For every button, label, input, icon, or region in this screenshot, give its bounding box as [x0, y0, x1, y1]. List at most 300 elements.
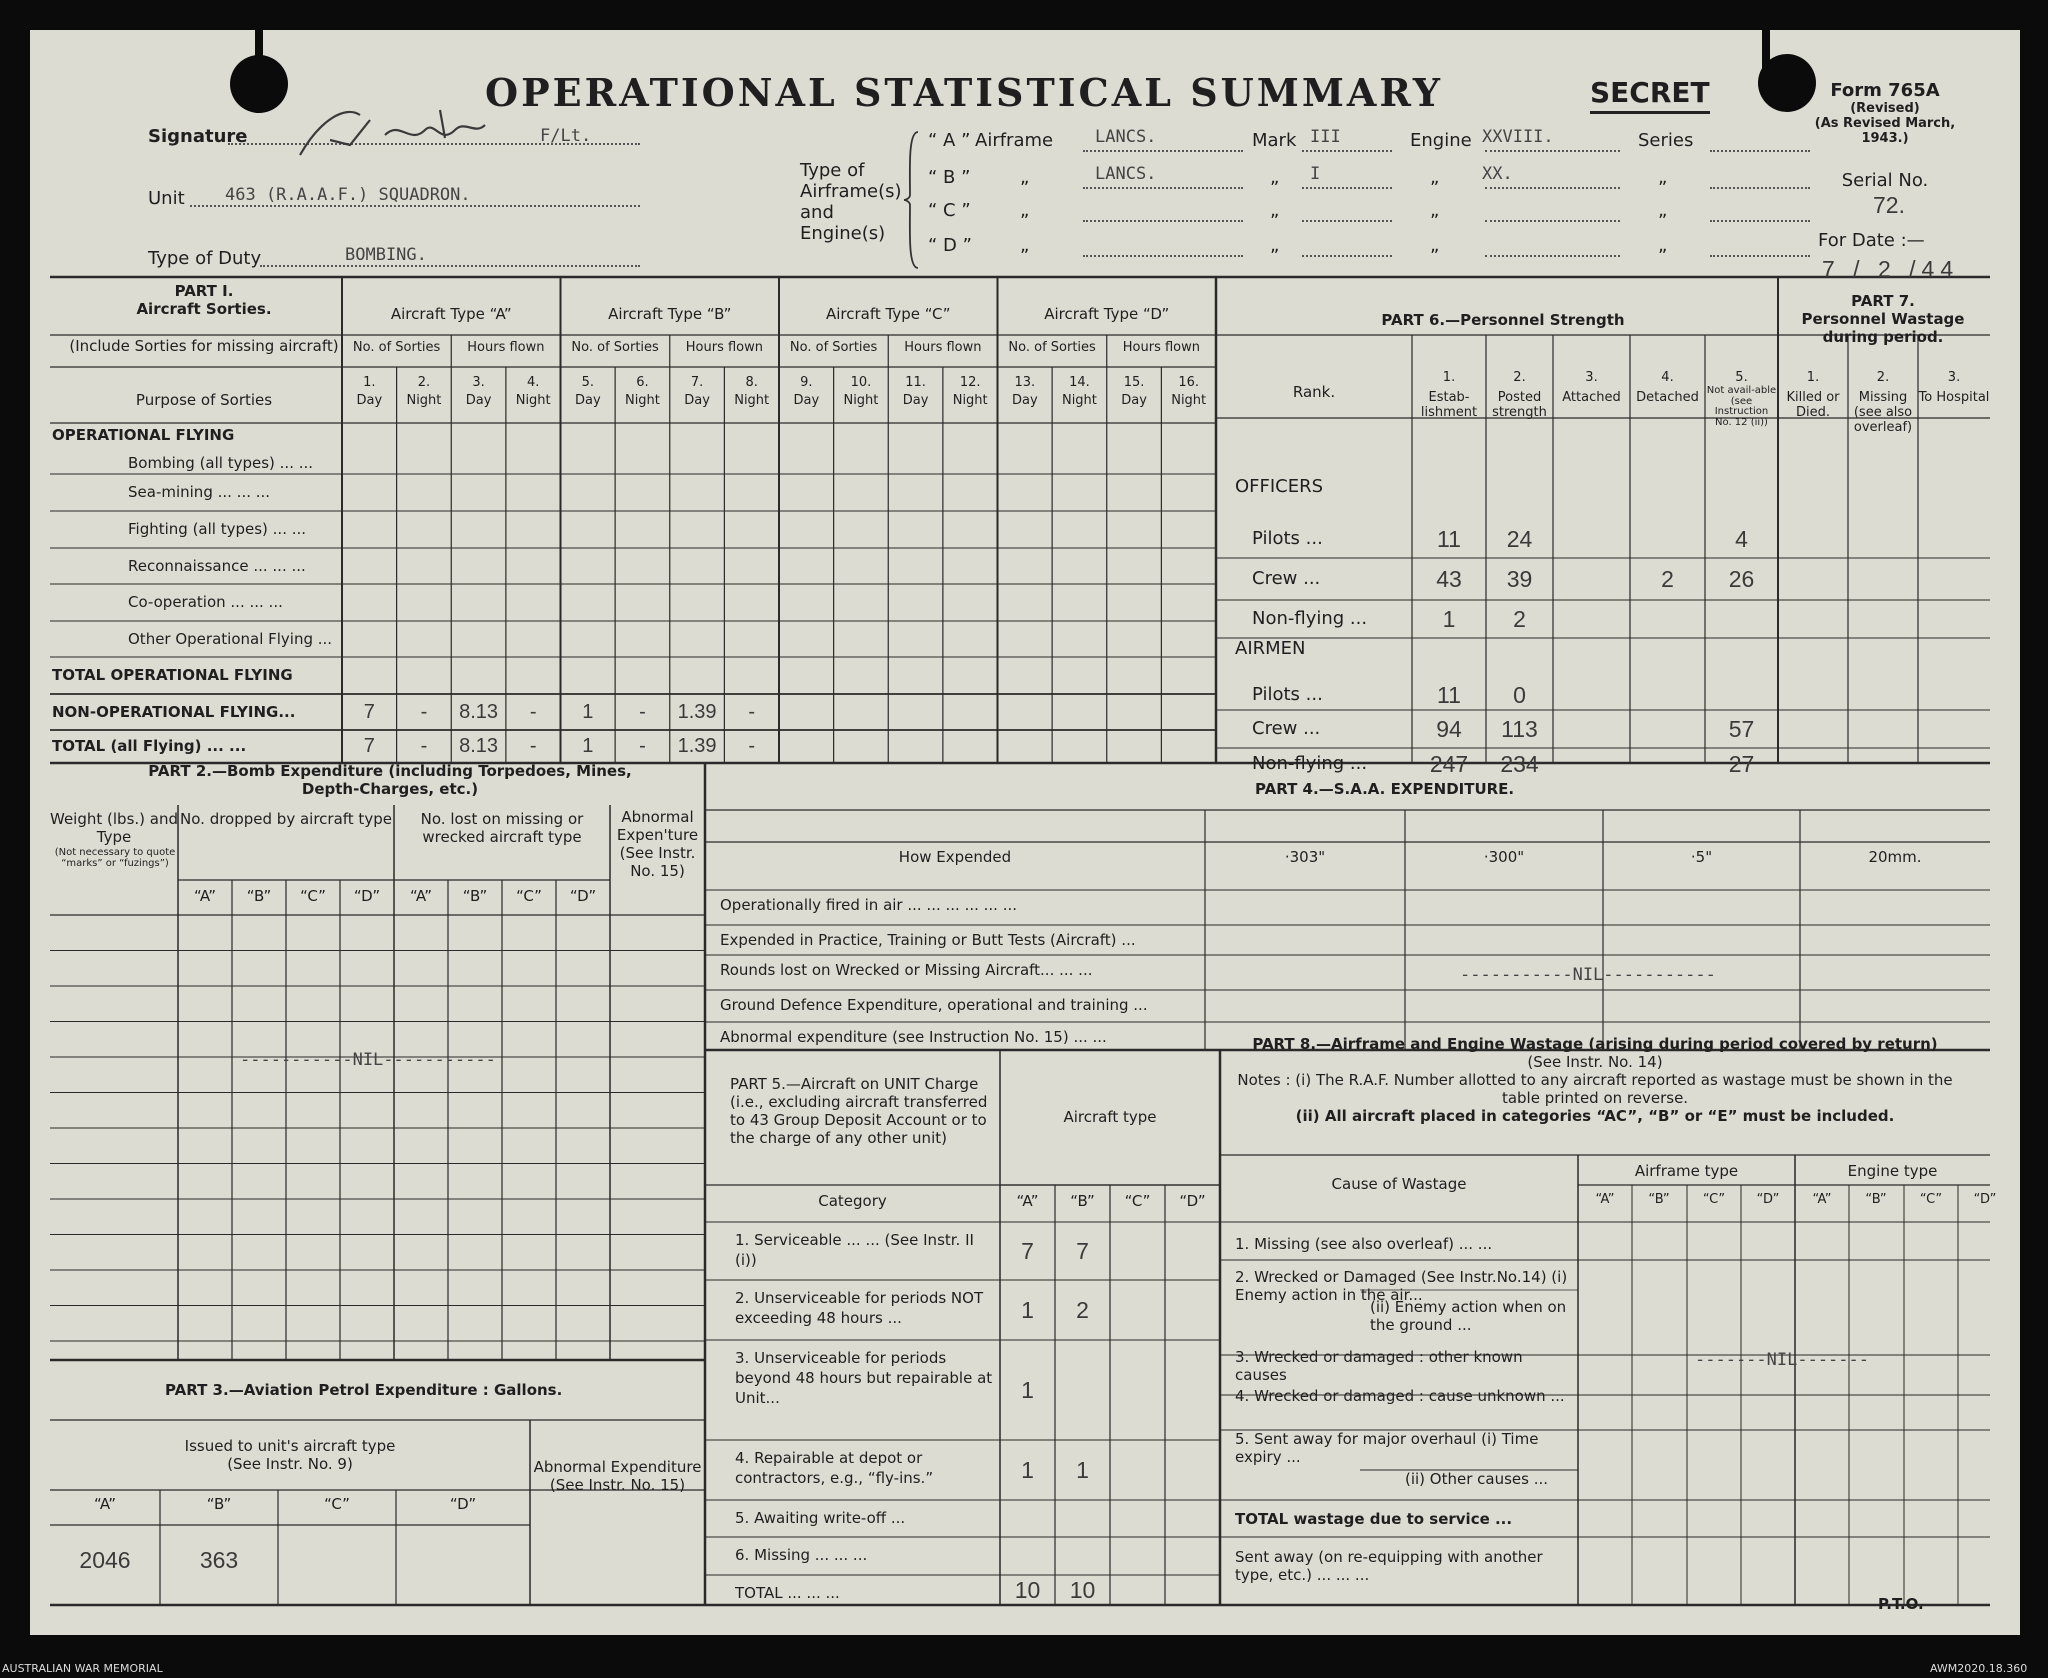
sortie-cell[interactable]: - [529, 735, 537, 757]
sortie-cell[interactable] [1161, 730, 1216, 763]
part5-cell[interactable] [1055, 1340, 1110, 1440]
sortie-cell[interactable] [724, 423, 779, 474]
sortie-cell[interactable] [779, 548, 834, 584]
sortie-cell[interactable] [998, 657, 1053, 694]
officers-label: OFFICERS [1235, 476, 1324, 497]
part5-cell[interactable]: 10 [1069, 1577, 1096, 1603]
personnel-cell[interactable]: 2 [1513, 606, 1526, 632]
personnel-cell[interactable]: 27 [1728, 751, 1755, 777]
sortie-cell[interactable] [943, 511, 998, 548]
saa-col-header: ·303" [1284, 848, 1326, 866]
pto-label: P.T.O. [1878, 1595, 1924, 1613]
personnel-cell[interactable]: 24 [1506, 526, 1533, 552]
sortie-cell[interactable] [724, 548, 779, 584]
sortie-cell[interactable] [779, 657, 834, 694]
part5-cell[interactable] [1000, 1500, 1055, 1537]
saa-row-label: Rounds lost on Wrecked or Missing Aircraft... ... ... [720, 961, 1093, 979]
part5-cell[interactable]: 1 [1021, 1457, 1034, 1483]
sortie-cell[interactable] [506, 657, 561, 694]
aircraft-type-header: Aircraft Type “B” [608, 305, 732, 323]
part5-cell[interactable] [1110, 1340, 1165, 1440]
col-name: Night [952, 393, 988, 408]
sortie-cell[interactable] [397, 657, 452, 694]
petrol-value[interactable] [278, 1530, 396, 1590]
wastage-col-num: 3. [1947, 370, 1961, 385]
personnel-cell[interactable] [1630, 748, 1705, 780]
sortie-cell[interactable] [342, 474, 397, 511]
sortie-row-label: Reconnaissance ... ... ... [128, 557, 306, 575]
part5-type-header: “B” [1070, 1192, 1095, 1210]
part5-row-label: 1. Serviceable ... ... (See Instr. II (i)) [735, 1231, 974, 1269]
sortie-cell[interactable] [451, 511, 506, 548]
sortie-cell[interactable] [342, 511, 397, 548]
sortie-cell[interactable] [998, 621, 1053, 657]
engine-label: Engine [1410, 130, 1472, 151]
col-number: 5. [581, 375, 595, 390]
sortie-cell[interactable] [451, 584, 506, 621]
sortie-cell[interactable] [834, 511, 889, 548]
personnel-cell[interactable] [1553, 680, 1630, 710]
sortie-cell[interactable] [561, 621, 616, 657]
sortie-cell[interactable] [943, 694, 998, 730]
fill-line [1485, 187, 1620, 189]
part5-cell[interactable] [1165, 1537, 1220, 1575]
sortie-cell[interactable] [834, 730, 889, 763]
wastage-cause-row: (ii) Enemy action when on the ground ... [1370, 1298, 1567, 1334]
sortie-cell[interactable] [342, 423, 397, 474]
sortie-cell[interactable] [397, 621, 452, 657]
sortie-cell[interactable] [779, 474, 834, 511]
sortie-cell[interactable] [834, 621, 889, 657]
part5-cell[interactable] [1110, 1500, 1165, 1537]
part5-cell[interactable] [1110, 1280, 1165, 1340]
sortie-cell[interactable] [1052, 730, 1107, 763]
sortie-cell[interactable] [998, 584, 1053, 621]
sortie-cell[interactable]: - [420, 735, 428, 757]
sortie-cell[interactable] [451, 548, 506, 584]
sortie-cell[interactable] [615, 657, 670, 694]
petrol-type-header: “A” [93, 1495, 117, 1513]
sortie-cell[interactable] [1161, 694, 1216, 730]
personnel-cell[interactable]: 26 [1728, 566, 1755, 592]
sortie-cell[interactable] [888, 548, 943, 584]
sortie-cell[interactable] [1052, 657, 1107, 694]
sortie-cell[interactable] [670, 548, 725, 584]
personnel-cell[interactable]: 2 [1661, 566, 1674, 592]
sortie-cell[interactable] [1161, 423, 1216, 474]
personnel-cell[interactable] [1630, 520, 1705, 558]
sortie-cell[interactable] [779, 694, 834, 730]
sortie-cell[interactable] [834, 694, 889, 730]
airframe-value[interactable]: LANCS. [1095, 164, 1157, 184]
airframe-value[interactable]: LANCS. [1095, 127, 1157, 147]
sortie-cell[interactable] [506, 584, 561, 621]
saa-row-label: Ground Defence Expenditure, operational and training ... [720, 996, 1148, 1014]
personnel-cell[interactable]: 0 [1513, 682, 1526, 708]
sortie-cell[interactable] [1161, 584, 1216, 621]
sortie-cell[interactable] [943, 423, 998, 474]
sortie-cell[interactable] [888, 730, 943, 763]
form-number [1810, 80, 1960, 146]
part5-cell[interactable] [1165, 1440, 1220, 1500]
sortie-cell[interactable]: - [748, 735, 756, 757]
sortie-cell[interactable] [1052, 423, 1107, 474]
sortie-cell[interactable]: - [748, 701, 756, 723]
unit-line [190, 205, 640, 207]
sortie-row-label: Bombing (all types) ... ... [128, 454, 314, 472]
personnel-cell[interactable]: 11 [1437, 526, 1461, 552]
sortie-cell[interactable] [397, 548, 452, 584]
personnel-row-label: Pilots ... [1252, 684, 1323, 705]
sortie-cell[interactable] [998, 730, 1053, 763]
aircraft-type-header: Aircraft Type “D” [1044, 305, 1170, 323]
sortie-cell[interactable] [888, 694, 943, 730]
sortie-cell[interactable] [1107, 584, 1162, 621]
col-name: Day [793, 393, 820, 408]
part5-row-label: 4. Repairable at depot or contractors, e.g., “fly-ins.” [735, 1449, 934, 1487]
sortie-cell[interactable] [1107, 621, 1162, 657]
personnel-cell[interactable]: 43 [1436, 566, 1462, 592]
fill-line [1485, 255, 1620, 257]
part5-cell[interactable]: 2 [1076, 1297, 1089, 1323]
col-number: 16. [1178, 375, 1200, 390]
sortie-cell[interactable] [724, 511, 779, 548]
sortie-cell[interactable] [834, 474, 889, 511]
petrol-issued-note: (See Instr. No. 9) [227, 1455, 353, 1473]
sortie-cell[interactable] [888, 511, 943, 548]
part5-cell[interactable] [1110, 1222, 1165, 1280]
sortie-cell[interactable] [451, 423, 506, 474]
sortie-cell[interactable] [1052, 548, 1107, 584]
page-title: OPERATIONAL STATISTICAL SUMMARY [485, 70, 1443, 115]
sortie-cell[interactable] [834, 423, 889, 474]
part5-cell[interactable] [1165, 1340, 1220, 1440]
col-number: 13. [1014, 375, 1036, 390]
sortie-cell[interactable] [561, 474, 616, 511]
personnel-cell[interactable] [1705, 600, 1778, 638]
sortie-cell[interactable] [506, 511, 561, 548]
sortie-cell[interactable] [998, 474, 1053, 511]
personnel-cell[interactable] [1630, 680, 1705, 710]
sortie-cell[interactable] [397, 423, 452, 474]
sortie-cell[interactable] [1107, 474, 1162, 511]
col-name: Night [734, 393, 770, 408]
airframe-type-col: “D” [1756, 1192, 1780, 1207]
part5-row-label: 2. Unserviceable for periods NOT exceeding 48 hours ... [735, 1289, 984, 1327]
for-date-value[interactable]: 7 / 2 /44 [1822, 256, 1960, 282]
sortie-cell[interactable] [888, 657, 943, 694]
personnel-col-name: Posted strength [1492, 390, 1547, 420]
sortie-cell[interactable] [779, 730, 834, 763]
saa-how-label: How Expended [898, 848, 1012, 866]
ditto-mark: „ [1430, 235, 1440, 256]
personnel-cell[interactable] [1553, 520, 1630, 558]
personnel-col-name: Detached [1636, 390, 1699, 405]
part5-cell[interactable] [1000, 1537, 1055, 1575]
sortie-cell[interactable] [1107, 694, 1162, 730]
type-of-line-2: Airframe(s) [800, 181, 902, 202]
sortie-cell[interactable]: 7 [363, 735, 375, 757]
sortie-cell[interactable] [1107, 423, 1162, 474]
col-number: 9. [800, 375, 813, 390]
part8-instr: (See Instr. No. 14) [1527, 1053, 1663, 1071]
sortie-cell[interactable] [998, 548, 1053, 584]
wastage-col-name: Missing (see also overleaf) [1853, 390, 1913, 435]
personnel-cell[interactable]: 11 [1437, 682, 1461, 708]
part5-cell[interactable] [1110, 1537, 1165, 1575]
sortie-cell[interactable] [670, 423, 725, 474]
personnel-cell[interactable]: 234 [1500, 751, 1539, 777]
col-name: Night [624, 393, 660, 408]
part5-cell[interactable] [1055, 1500, 1110, 1537]
sortie-cell[interactable]: 1.39 [677, 735, 717, 757]
sortie-cell[interactable] [561, 657, 616, 694]
sortie-cell[interactable] [943, 548, 998, 584]
fill-line [1302, 255, 1392, 257]
saa-row-label: Operationally fired in air ... ... ... ... ... ... [720, 896, 1018, 914]
ditto-mark: „ [1658, 167, 1668, 188]
part5-cell[interactable]: 7 [1076, 1238, 1089, 1264]
personnel-cell[interactable] [1553, 710, 1630, 748]
personnel-cell[interactable] [1705, 680, 1778, 710]
sortie-cell[interactable] [342, 621, 397, 657]
sortie-cell[interactable] [724, 584, 779, 621]
ditto-mark: „ [1430, 167, 1440, 188]
personnel-cell[interactable] [1553, 600, 1630, 638]
mark-value[interactable]: I [1310, 164, 1321, 184]
sortie-cell[interactable] [1052, 511, 1107, 548]
sortie-cell[interactable] [451, 621, 506, 657]
personnel-col-num: 3. [1585, 370, 1598, 385]
wastage-cause-row: 5. Sent away for major overhaul (i) Time expiry ... [1235, 1430, 1539, 1466]
personnel-cell[interactable]: 113 [1501, 716, 1538, 742]
sortie-cell[interactable] [670, 511, 725, 548]
sortie-cell[interactable] [342, 657, 397, 694]
sortie-cell[interactable] [1161, 511, 1216, 548]
sortie-cell[interactable] [670, 657, 725, 694]
sortie-cell[interactable]: 8.13 [459, 735, 499, 757]
part2-title: PART 2.—Bomb Expenditure (including Torpedoes, Mines, Depth-Charges, etc.) [148, 762, 632, 798]
part5-cell[interactable]: 7 [1021, 1238, 1034, 1264]
col-name: Night [406, 393, 442, 408]
sortie-cell[interactable] [615, 474, 670, 511]
sortie-cell[interactable]: - [529, 701, 537, 723]
sortie-cell[interactable] [397, 474, 452, 511]
personnel-row-label: Non-flying ... [1252, 608, 1368, 629]
part3-title: PART 3.—Aviation Petrol Expenditure : Gallons. [165, 1381, 563, 1399]
personnel-cell[interactable] [1630, 710, 1705, 748]
sortie-cell[interactable] [615, 423, 670, 474]
wastage-col-num: 1. [1806, 370, 1820, 385]
personnel-cell[interactable] [1553, 748, 1630, 780]
sortie-cell[interactable] [998, 511, 1053, 548]
sortie-cell[interactable]: 8.13 [459, 701, 499, 723]
sortie-cell[interactable] [1107, 730, 1162, 763]
part5-type-header: “A” [1016, 1192, 1039, 1210]
sortie-cell[interactable] [724, 621, 779, 657]
sortie-cell[interactable] [670, 474, 725, 511]
sortie-cell[interactable] [615, 511, 670, 548]
sortie-cell[interactable] [943, 621, 998, 657]
col-number: 11. [905, 375, 926, 390]
sortie-cell[interactable] [451, 657, 506, 694]
sortie-cell[interactable] [561, 548, 616, 584]
form-name: Form 765A [1830, 80, 1940, 101]
personnel-cell[interactable]: 247 [1429, 751, 1469, 777]
personnel-cell[interactable]: 1 [1442, 606, 1456, 632]
part5-cell[interactable] [1055, 1537, 1110, 1575]
sortie-cell[interactable]: 7 [363, 701, 375, 723]
sortie-cell[interactable] [451, 474, 506, 511]
sortie-cell[interactable] [1052, 694, 1107, 730]
sortie-cell[interactable] [506, 474, 561, 511]
personnel-col-name: Estab-lishment [1420, 390, 1478, 420]
personnel-cell[interactable]: 39 [1506, 566, 1533, 592]
sortie-cell[interactable] [834, 584, 889, 621]
sortie-cell[interactable] [724, 657, 779, 694]
col-name: Day [902, 393, 929, 408]
personnel-cell[interactable]: 94 [1436, 716, 1462, 742]
part5-cell[interactable] [1165, 1575, 1220, 1605]
series-label: Series [1638, 130, 1694, 151]
airframe-label: Airframe [975, 130, 1054, 151]
engine-type-col: “D” [1973, 1192, 1997, 1207]
part5-cell[interactable]: 10 [1014, 1577, 1041, 1603]
sortie-cell[interactable] [397, 584, 452, 621]
personnel-cell[interactable] [1553, 558, 1630, 600]
sortie-cell[interactable] [670, 584, 725, 621]
sortie-cell[interactable]: - [639, 701, 646, 723]
bomb-type-header: “A” [193, 887, 217, 905]
sortie-cell[interactable] [1107, 511, 1162, 548]
sortie-cell[interactable]: 1.39 [677, 701, 717, 723]
sortie-cell[interactable] [1161, 474, 1216, 511]
bomb-dropped-label: No. dropped by aircraft type [180, 810, 392, 828]
sortie-cell[interactable] [506, 548, 561, 584]
sortie-cell[interactable] [834, 548, 889, 584]
sortie-cell[interactable] [724, 474, 779, 511]
sortie-cell[interactable] [615, 548, 670, 584]
petrol-value[interactable]: 2046 [79, 1547, 131, 1573]
sortie-cell[interactable] [342, 548, 397, 584]
bomb-type-header: “C” [300, 887, 326, 905]
sortie-cell[interactable] [1052, 474, 1107, 511]
duty-value[interactable]: BOMBING. [345, 245, 427, 265]
sortie-cell[interactable]: 1 [582, 701, 594, 723]
sortie-cell[interactable] [834, 657, 889, 694]
wastage-col-name: Killed or Died. [1786, 390, 1840, 420]
col-name: Night [515, 393, 551, 408]
sortie-cell[interactable] [779, 621, 834, 657]
sortie-cell[interactable] [670, 621, 725, 657]
sortie-cell[interactable] [1107, 657, 1162, 694]
serial-value[interactable]: 72. [1873, 192, 1905, 218]
sortie-cell[interactable] [943, 730, 998, 763]
part5-cell[interactable] [1165, 1500, 1220, 1537]
sortie-cell[interactable]: 1 [582, 735, 594, 757]
wastage-cause-row: 4. Wrecked or damaged : cause unknown ... [1235, 1387, 1565, 1405]
sortie-cell[interactable] [943, 474, 998, 511]
sortie-cell[interactable] [998, 423, 1053, 474]
part5-cell[interactable] [1165, 1222, 1220, 1280]
sortie-cell[interactable] [1107, 548, 1162, 584]
col-number: 12. [959, 375, 981, 390]
sortie-cell[interactable] [943, 657, 998, 694]
sortie-cell[interactable] [615, 584, 670, 621]
fill-line [1710, 220, 1810, 222]
petrol-value[interactable]: 363 [199, 1547, 239, 1573]
petrol-type-header: “B” [206, 1495, 232, 1513]
sortie-cell[interactable] [1161, 657, 1216, 694]
sortie-cell[interactable] [506, 621, 561, 657]
sortie-cell[interactable] [943, 584, 998, 621]
petrol-value[interactable] [396, 1530, 530, 1590]
sortie-cell[interactable] [888, 423, 943, 474]
sortie-cell[interactable] [779, 584, 834, 621]
part5-cell[interactable]: 1 [1021, 1297, 1034, 1323]
part8-note1: Notes : (i) The R.A.F. Number allotted to any aircraft reported as wastage must be shown in the table printed on reverse. [1237, 1071, 1953, 1107]
unit-value[interactable]: 463 (R.A.A.F.) SQUADRON. [225, 185, 471, 205]
part7-title-text: PART 7. [1851, 292, 1915, 310]
bomb-type-header: “A” [409, 887, 433, 905]
col-name: Day [574, 393, 601, 408]
airframe-code: “ D ” [928, 235, 972, 256]
sortie-cell[interactable] [1161, 548, 1216, 584]
sortie-cell[interactable] [397, 511, 452, 548]
sortie-cell[interactable] [779, 511, 834, 548]
airframe-type-col: “C” [1702, 1192, 1726, 1207]
sortie-cell[interactable] [615, 621, 670, 657]
personnel-cell[interactable]: 4 [1735, 526, 1748, 552]
sortie-cell[interactable] [561, 511, 616, 548]
part5-cell[interactable]: 1 [1076, 1457, 1089, 1483]
sortie-cell[interactable]: - [420, 701, 428, 723]
part5-cell[interactable] [1165, 1280, 1220, 1340]
part5-cell[interactable]: 1 [1021, 1377, 1034, 1403]
col-name: Day [356, 393, 383, 408]
personnel-cell[interactable]: 57 [1728, 716, 1755, 742]
mark-value[interactable]: III [1310, 127, 1341, 147]
part7-title [1778, 292, 1988, 346]
fill-line [1083, 255, 1243, 257]
sortie-cell[interactable] [1052, 621, 1107, 657]
sortie-cell[interactable]: - [639, 735, 646, 757]
sortie-cell[interactable] [779, 423, 834, 474]
col-number: 10. [850, 375, 872, 390]
sortie-cell[interactable] [561, 584, 616, 621]
sortie-cell[interactable] [1161, 621, 1216, 657]
wastage-cause-row: (ii) Other causes ... [1405, 1470, 1549, 1488]
ditto-mark: „ [1020, 235, 1030, 256]
sortie-cell[interactable] [888, 621, 943, 657]
part5-cell[interactable] [1110, 1440, 1165, 1500]
sortie-cell[interactable] [1052, 584, 1107, 621]
engine-value[interactable]: XXVIII. [1482, 127, 1554, 147]
fill-line [1083, 187, 1243, 189]
sortie-cell[interactable] [888, 584, 943, 621]
sortie-cell[interactable] [888, 474, 943, 511]
part1-note: (Include Sorties for missing aircraft) [69, 337, 339, 355]
col-number: 2. [417, 375, 431, 390]
sortie-cell[interactable] [342, 584, 397, 621]
sortie-cell[interactable] [998, 694, 1053, 730]
part5-cell[interactable] [1110, 1575, 1165, 1605]
ditto-mark: „ [1270, 200, 1280, 221]
sortie-cell[interactable] [506, 423, 561, 474]
sortie-cell[interactable] [561, 423, 616, 474]
engine-value[interactable]: XX. [1482, 164, 1513, 184]
personnel-cell[interactable] [1630, 600, 1705, 638]
